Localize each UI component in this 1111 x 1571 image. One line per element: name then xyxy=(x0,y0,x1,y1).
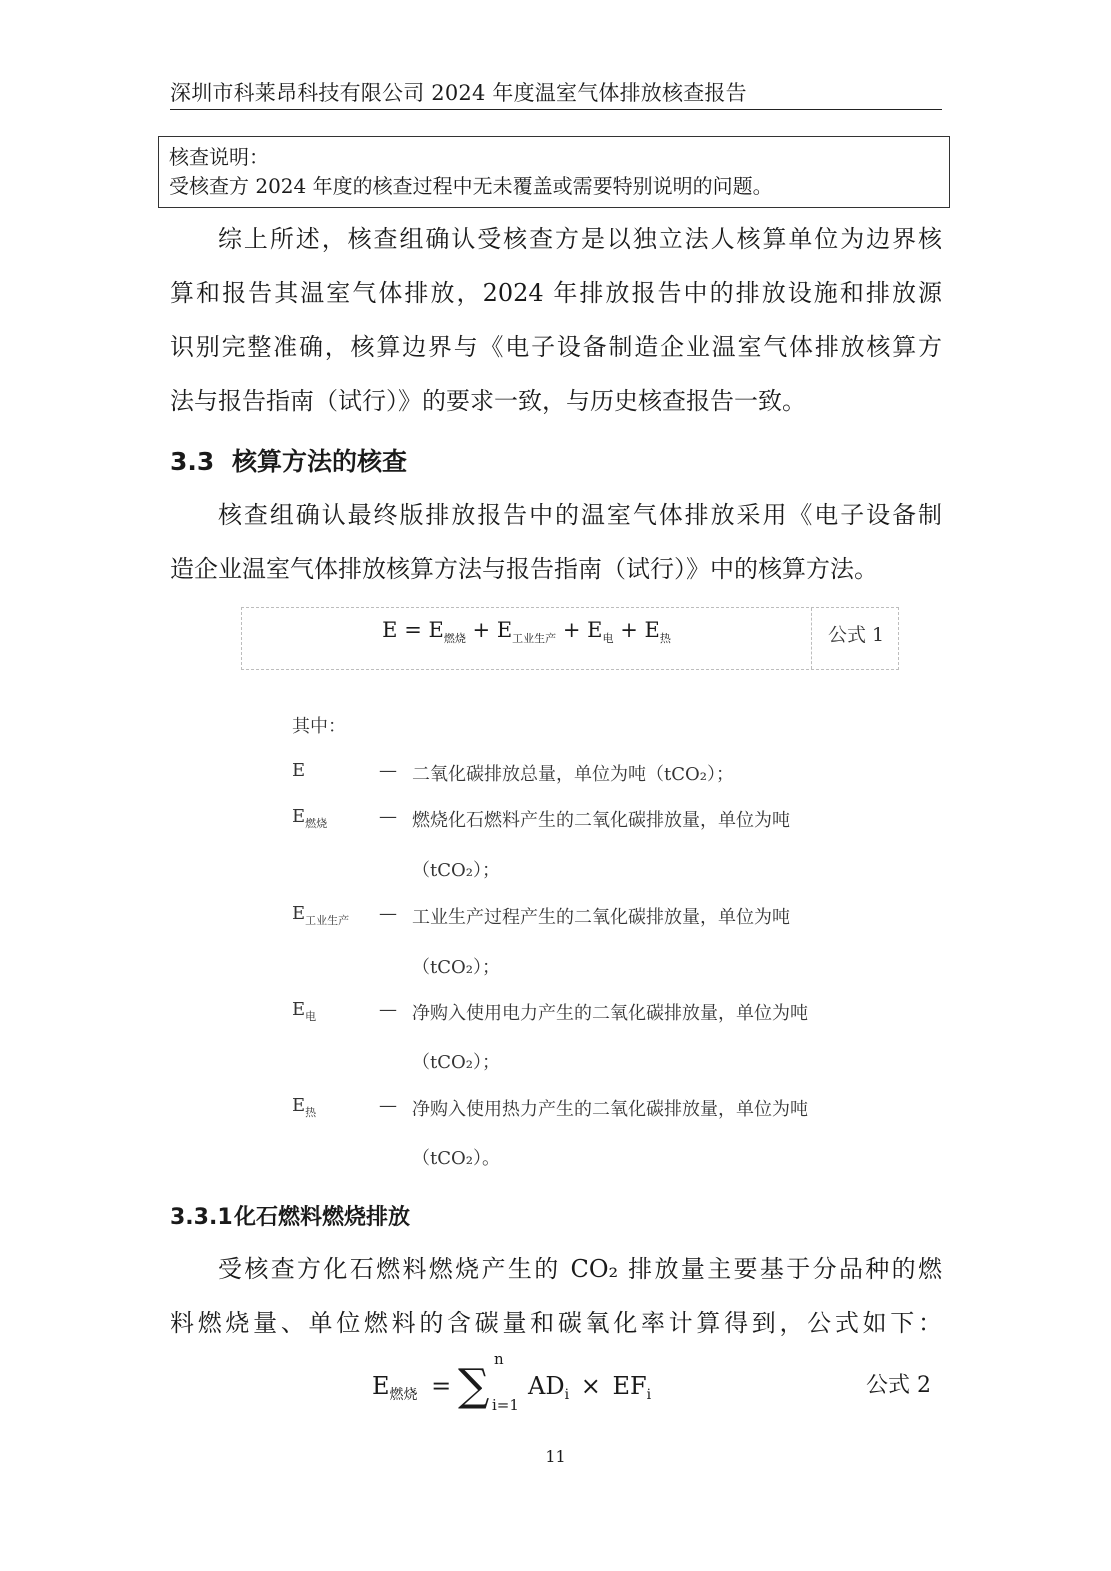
paragraph-line: 算和报告其温室气体排放，2024 年排放报告中的排放设施和排放源 xyxy=(170,279,942,307)
note-heading: 核查说明： xyxy=(169,145,269,169)
paragraph-line: 核查组确认最终版排放报告中的温室气体排放采用《电子设备制 xyxy=(218,501,942,529)
formula-2-label: 公式 2 xyxy=(866,1373,931,1398)
report-header-title: 深圳市科莱昂科技有限公司 2024 年度温室气体排放核查报告 xyxy=(170,81,747,105)
paragraph-line: 法与报告指南（试行）》的要求一致，与历史核查报告一致。 xyxy=(170,387,806,415)
summation-upper-limit: n xyxy=(494,1350,504,1368)
verification-note-box xyxy=(158,136,950,208)
note-text: 受核查方 2024 年度的核查过程中无未覆盖或需要特别说明的问题。 xyxy=(169,174,773,198)
section-heading-3-3-1 xyxy=(170,1200,410,1231)
page-number: 11 xyxy=(545,1447,566,1466)
formula-1-expression: $E = E_{燃烧} + E_{工业生产} + E_电 + E_热$ xyxy=(382,618,671,645)
summation-lower-limit: i=1 xyxy=(492,1396,519,1414)
summary-paragraph xyxy=(170,212,942,428)
fuel-combustion-paragraph xyxy=(170,1242,942,1350)
document-page: 深圳市科莱昂科技有限公司 2024 年度温室气体排放核查报告 核查说明： 受核查方 2024 年度的核查过程中无未覆盖或需要特别说明的问题。 综上所述，核查组确认受核查方是以独立法人核算单位为边界核 算和报告其温室气体排放，2024 年排放报告中的排放设施和排放源 识别完整准确，核算边界与《电子设备制造企业温室气体排放核算方 法与报告指南（试行）》的要求一致，与历史核查报告一致。 3.3 核算方法的核查 核查组确认最终版排放报告中的温室气体排放采用《电子设备制 造企业温室气体排放核算方法与报告指南（试行）》中的核算方法。 $E = E_{燃烧} + E_{工业生产} + E_电 + E_热$ 公式 1 其中： E — 二氧化碳排放总量，单位为吨（tCO₂）； $E_{燃烧}$ — 燃烧化石燃料产生的二氧化碳排放量，单位为吨 （tCO₂）； $E_{工业生产}$ — 工业生产过程产生的二氧化碳排放量，单位为吨 （tCO₂）； $E_电$ — 净购入使用电力产生的二氧化碳排放量，单位为吨 （tCO₂）； $E_热$ — 净购入使用热力产生的二氧化碳排放量，单位为吨 （tCO₂）。 3.3.1化石燃料燃烧排放 受核查方化石燃料燃烧产生的 CO₂ 排放量主要基于分品种的燃 料燃烧量、单位燃料的含碳量和碳氧化率计算得到，公式如下： $E_{燃烧}$ = ∑ n i=1 $AD_i \times EF_i$ 公式 2 11 xyxy=(0,0,1111,1571)
paragraph-line: 造企业温室气体排放核算方法与报告指南（试行）》中的核算方法。 xyxy=(170,555,878,583)
section-title: 核算方法的核查 xyxy=(232,447,408,476)
formula-1-label: 公式 1 xyxy=(828,624,885,646)
formula-1-divider xyxy=(811,608,812,669)
section-title: 化石燃料燃烧排放 xyxy=(234,1205,411,1230)
method-paragraph xyxy=(170,488,942,596)
formula-2-rhs: $AD_i \times EF_i$ xyxy=(528,1372,652,1403)
summation-icon: ∑ xyxy=(458,1360,490,1411)
header-rule xyxy=(170,109,942,110)
paragraph-line: 料燃烧量、单位燃料的含碳量和碳氧化率计算得到，公式如下： xyxy=(170,1309,942,1337)
paragraph-line: 识别完整准确，核算边界与《电子设备制造企业温室气体排放核算方 xyxy=(170,333,942,361)
paragraph-line: 受核查方化石燃料燃烧产生的 CO₂ 排放量主要基于分品种的燃 xyxy=(218,1255,942,1283)
section-number: 3.3 xyxy=(170,447,215,476)
section-number: 3.3.1 xyxy=(170,1205,233,1230)
paragraph-line: 综上所述，核查组确认受核查方是以独立法人核算单位为边界核 xyxy=(218,225,942,253)
formula-2-lhs: $E_{燃烧}$ = xyxy=(372,1372,452,1403)
section-heading-3-3 xyxy=(170,442,407,478)
legend-intro: 其中： xyxy=(292,716,346,737)
formula-1-box xyxy=(241,607,899,670)
